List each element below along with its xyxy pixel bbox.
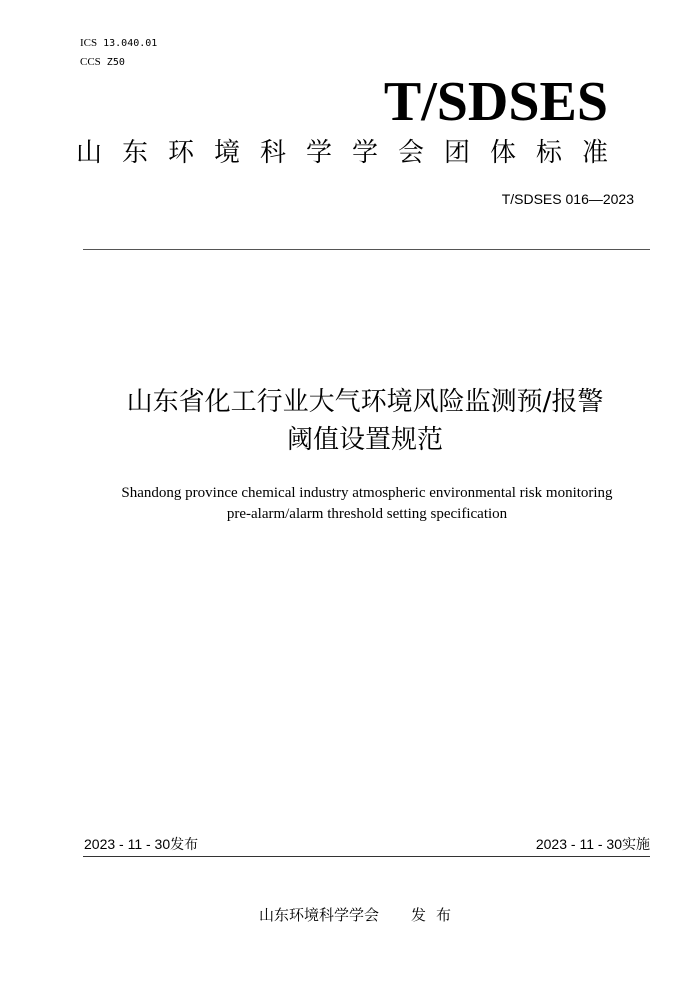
implementation-date [536,834,650,854]
footer-divider [83,856,650,857]
implementation-date-label: 实施 [622,837,650,853]
release-date [84,834,198,854]
chinese-title-line-2: 阈值设置规范 [286,425,443,455]
english-title [60,483,674,525]
ccs-code: Z50 [106,57,125,68]
publisher-name: 山东环境科学学会 [258,906,379,924]
release-date-value: 2023 - 11 - 30 [84,836,171,852]
ics-code: 13.040.01 [103,38,158,49]
ccs-label: CCS [80,56,101,68]
classification-codes [80,34,157,72]
organization-title: 山东环境科学学会团体标准 [76,138,629,168]
ics-label: ICS [80,37,98,49]
release-date-label: 发布 [170,837,199,853]
english-title-line-1: Shandong province chemical industry atmospheric environmental risk monitoring [121,485,613,501]
chinese-title [60,383,670,459]
standard-brand: T/SDSES [383,71,608,133]
implementation-date-value: 2023 - 11 - 30 [535,836,622,852]
publisher-line [0,904,700,925]
ics-row [80,34,157,53]
publisher-action: 发布 [411,906,462,924]
header-divider [83,249,650,250]
english-title-line-2: pre-alarm/alarm threshold setting specification [226,506,508,522]
standard-number: T/SDSES 016—2023 [501,191,634,207]
chinese-title-line-1: 山东省化工行业大气环境风险监测预/报警 [126,387,604,417]
